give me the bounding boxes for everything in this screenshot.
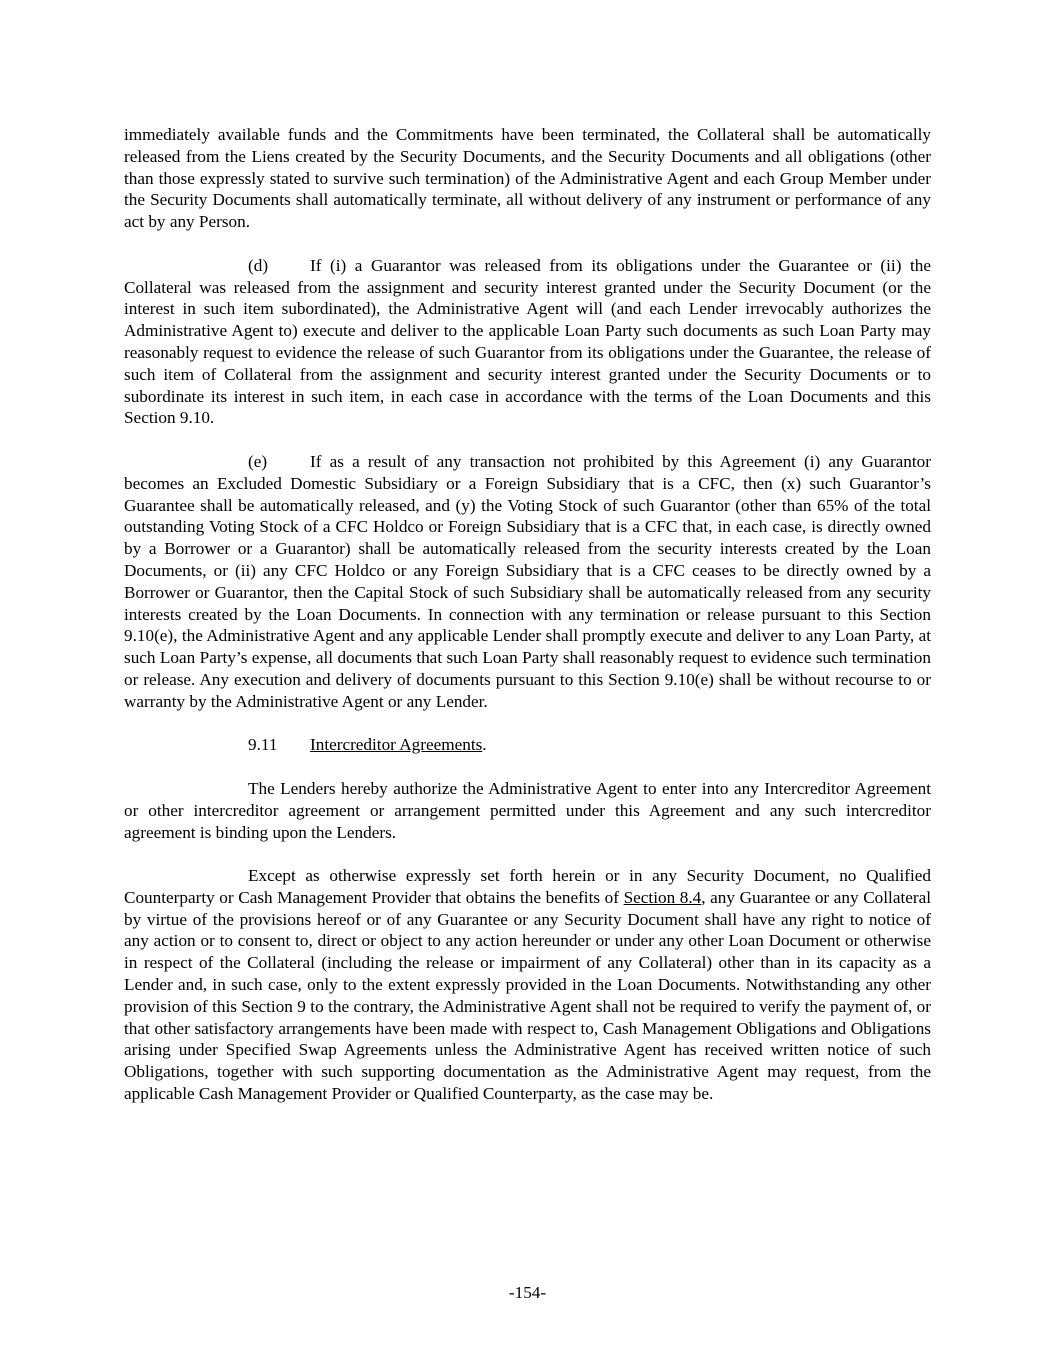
paragraph-lenders: The Lenders hereby authorize the Administrative Agent to enter into any Intercreditor Agreement or other intercreditor agreement or arrangement permitted under this Agreement and any such intercreditor agreement is binding upon the Lenders. [124,778,931,842]
document-page [124,124,931,1127]
section-title: Intercreditor Agreements [310,735,483,755]
section-reference-link[interactable]: Section 8.4 [623,887,702,907]
paragraph-except-start: Except as otherwise expressly set forth herein or in any Security Document, no Qualified Counterparty or Cash Management Provider that obtains the benefits of [124,866,931,907]
paragraph-d-text: If (i) a Guarantor was released from its obligations under the Guarantee or (ii) the Collateral was released from the assignment and security interest granted under the Security Document (or the interest in such item subordinated), the Administrative Agent will (and each Lender irrevocably authorizes the Administrative Agent to) execute and deliver to the applicable Loan Party such documents as such Loan Party may reasonably request to evidence the release of such Guarantor from its obligations under the Guarantee, the release of such item of Collateral from the assignment and security interest granted under the Security Documents or to subordinate its interest in such item, in each case in accordance with the terms of the Loan Documents and this Section 9.10. [124,255,931,428]
paragraph-d [124,255,931,429]
paragraph-continuation: immediately available funds and the Commitments have been terminated, the Collateral shall be automatically released from the Liens created by the Security Documents, and the Security Documents and all obligations (other than those expressly stated to survive such termination) of the Administrative Agent and each Group Member under the Security Documents shall automatically terminate, all without delivery of any instrument or performance of any act by any Person. [124,125,931,232]
section-heading [124,734,931,756]
paragraph-e [124,451,931,713]
section-number: 9.11 [248,735,278,755]
page-number: -154- [508,1283,547,1302]
paragraph-except-rest: , any Guarantee or any Collateral by virtue of the provisions hereof or of any Guarantee or any Security Document shall have any right to notice of any action or to consent to, direct or object to any action hereunder or under any other Loan Document or otherwise in respect of the Collateral (including the release or impairment of any Collateral) other than in its capacity as a Lender and, in such case, only to the extent expressly provided in the Loan Documents. Notwithstanding any other provision of this Section 9 to the contrary, the Administrative Agent shall not be required to verify the payment of, or that other satisfactory arrangements have been made with respect to, Cash Management Obligations and Obligations arising under Specified Swap Agreements unless the Administrative Agent has received written notice of such Obligations, together with such supporting documentation as the Administrative Agent may request, from the applicable Cash Management Provider or Qualified Counterparty, as the case may be. [124,887,931,1104]
paragraph-except [124,865,931,1105]
paragraph-d-label: (d) [248,255,269,275]
paragraph-e-label: (e) [248,451,268,471]
paragraph-e-text: If as a result of any transaction not prohibited by this Agreement (i) any Guarantor becomes an Excluded Domestic Subsidiary or a Foreign Subsidiary that is a CFC, then (x) such Guarantor’s Guarantee shall be automatically released, and (y) the Voting Stock of such Guarantor (other than 65% of the total outstanding Voting Stock of a CFC Holdco or Foreign Subsidiary that is a CFC that, in each case, is directly owned by a Borrower or a Guarantor) shall be automatically released from the security interests created by the Loan Documents, or (ii) any CFC Holdco or any Foreign Subsidiary that is a CFC ceases to be directly owned by a Borrower or Guarantor, then the Capital Stock of such Subsidiary shall be automatically released from any security interests created by the Loan Documents. In connection with any termination or release pursuant to this Section 9.10(e), the Administrative Agent and any applicable Lender shall promptly execute and deliver to any Loan Party, at such Loan Party’s expense, all documents that such Loan Party shall reasonably request to evidence such termination or release. Any execution and delivery of documents pursuant to this Section 9.10(e) shall be without recourse to or warranty by the Administrative Agent or any Lender. [124,451,931,711]
section-title-period: . [482,735,487,755]
